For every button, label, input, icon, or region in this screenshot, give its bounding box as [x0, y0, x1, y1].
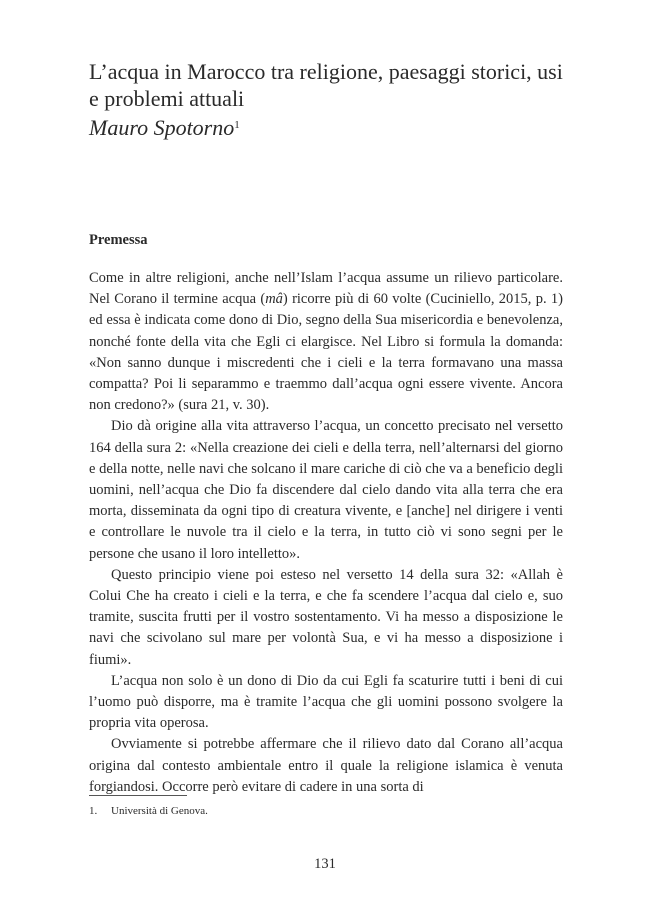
- paragraph-4: L’acqua non solo è un dono di Dio da cui Egli fa scaturire tutti i beni di cui l’uomo può disporre, ma è tramite l’acqua che gli uomini possono svolgere la propria vita operosa.: [89, 672, 563, 732]
- footnote-text: Università di Genova.: [111, 805, 208, 817]
- page-number: 131: [314, 856, 336, 872]
- body-text: [89, 268, 563, 798]
- paragraph-3: Questo principio viene poi esteso nel versetto 14 della sura 32: «Allah è Colui Che ha creato i cieli e la terra, e che fa scendere l’acqua dal cielo e, suo tramite, suscita frutti per il vostro sostentamento. Vi ha messo a disposizione le navi che scivolano sul mare per volontà Sua, e vi ha messo a disposizione i fiumi».: [89, 566, 563, 668]
- footnote-reference[interactable]: 1: [234, 119, 240, 131]
- paragraph-2: Dio dà origine alla vita attraverso l’acqua, un concetto precisato nel versetto 164 della sura 2: «Nella creazione dei cieli e della terra, nell’alternarsi del giorno e della notte, nelle navi che solcano il mare cariche di ciò che va a beneficio degli uomini, nell’acqua che Dio fa discendere dal cielo dando vita alla terra che era morta, disseminata da ogni tipo di creatura vivente, e [anche] nel dirigere i venti e controllare le nuvole tra il cielo e la terra, in tutto ciò vi sono segni per le persone che usano il loro intelletto».: [89, 418, 563, 562]
- paragraph-1: Come in altre religioni, anche nell’Islam l’acqua assume un rilievo particolare. Nel Corano il termine acqua (mâ) ricorre più di 60 volte (Cuciniello, 2015, p. 1) ed essa è indicata come dono di Dio, segno della Sua misericordia e benevolenza, nonché fonte della vita che Egli ci elargisce. Nel Libro si formula la domanda: «Non sanno dunque i miscredenti che i cieli e la terra formavano una massa compatta? Poi li separammo e traemmo dall’acqua ogni essere vivente. Ancora non credono?» (sura 21, v. 30).: [89, 270, 563, 414]
- author-name: [89, 114, 240, 141]
- author-name-text: Mauro Spotorno: [89, 115, 235, 140]
- section-heading: Premessa: [89, 232, 148, 248]
- arabic-term: mâ: [265, 291, 283, 308]
- footnote: [89, 804, 208, 818]
- footnote-divider: [89, 795, 187, 796]
- paragraph-5: Ovviamente si potrebbe affermare che il rilievo dato dal Corano all’acqua origina dal contesto ambientale entro il quale la religione islamica è venuta forgiandosi. Occorre però evitare di cadere in una sorta di: [89, 736, 563, 795]
- chapter-title: L’acqua in Marocco tra religione, paesaggi storici, usi e problemi attuali: [89, 59, 563, 111]
- footnote-number: 1.: [89, 805, 98, 817]
